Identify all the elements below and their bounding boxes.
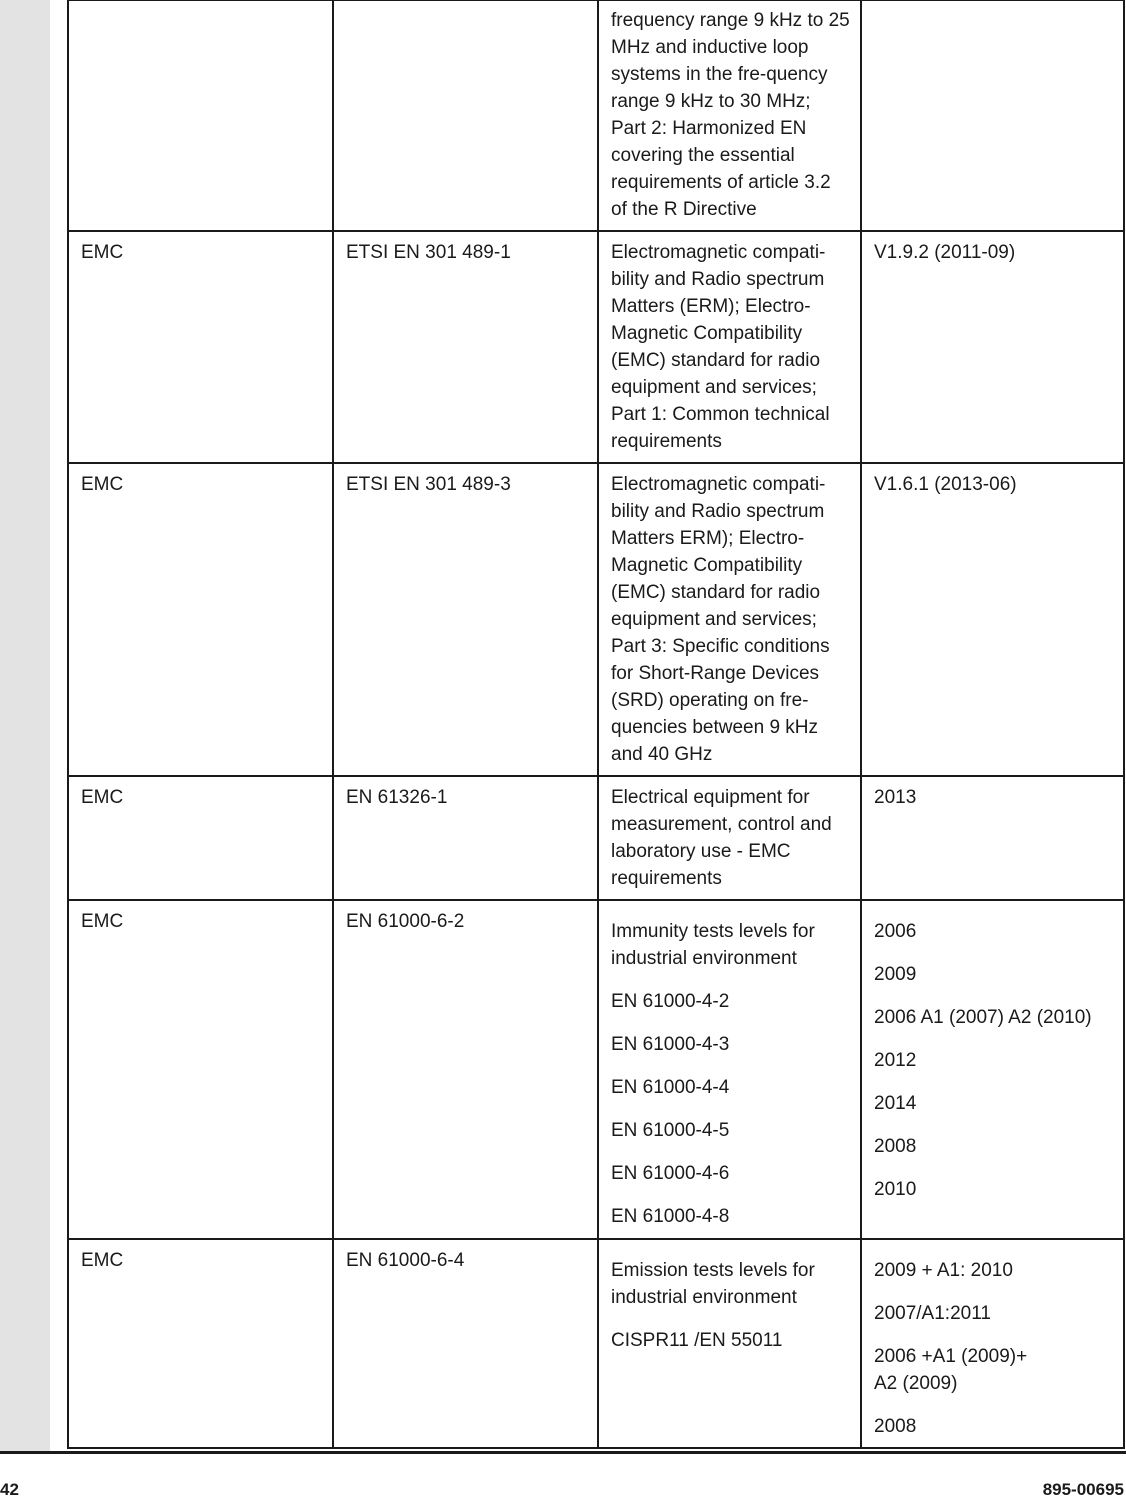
table-row <box>68 1239 1124 1448</box>
table-row <box>68 776 1124 900</box>
version-item: 2012 <box>874 1050 917 1071</box>
category-cell: EMC <box>68 776 333 900</box>
description-item: CISPR11 /EN 55011 <box>611 1330 783 1351</box>
description-item: EN 61000-4-6 <box>611 1163 730 1184</box>
version-item: 2008 <box>874 1416 917 1437</box>
standard-cell: EN 61000-6-4 <box>333 1239 598 1448</box>
version-item: 2006 +A1 (2009)+ A2 (2009) <box>874 1346 1028 1394</box>
page-margin-strip <box>0 0 50 1453</box>
standard-cell: EN 61326-1 <box>333 776 598 900</box>
description-cell: Electromagnetic compati-bility and Radio spectrum Matters ERM); Electro-Magnetic Compatibility (EMC) standard for radio equipment and services; Part 3: Specific conditions for Short-Range Devices (SRD) operating on fre-quencies between 9 kHz and 40 GHz <box>598 463 861 776</box>
document-number: 895-00695 <box>1042 1480 1124 1499</box>
standard-cell: ETSI EN 301 489-3 <box>333 463 598 776</box>
description-cell <box>598 1239 861 1448</box>
description-cell: frequency range 9 kHz to 25 MHz and inductive loop systems in the fre-quency range 9 kHz to 30 MHz; Part 2: Harmonized EN covering the essential requirements of article 3.2 of the R Directive <box>598 1 861 232</box>
table-row <box>68 1 1124 232</box>
version-cell <box>861 1239 1124 1448</box>
description-cell <box>598 900 861 1239</box>
table-row <box>68 463 1124 776</box>
version-cell <box>861 900 1124 1239</box>
description-item: EN 61000-4-5 <box>611 1120 730 1141</box>
standard-cell: ETSI EN 301 489-1 <box>333 231 598 463</box>
version-cell: 2013 <box>861 776 1124 900</box>
description-item: EN 61000-4-3 <box>611 1034 730 1055</box>
category-cell: EMC <box>68 463 333 776</box>
standard-cell: EN 61000-6-2 <box>333 900 598 1239</box>
version-item: 2010 <box>874 1179 917 1200</box>
standard-cell <box>333 1 598 232</box>
version-item: 2009 <box>874 964 917 985</box>
version-item: 2007/A1:2011 <box>874 1303 991 1324</box>
table-row <box>68 900 1124 1239</box>
category-cell <box>68 1 333 232</box>
page-number: 42 <box>0 1480 19 1499</box>
category-cell: EMC <box>68 231 333 463</box>
description-item: Emission tests levels for industrial environment <box>611 1260 815 1308</box>
description-item: EN 61000-4-4 <box>611 1077 730 1098</box>
version-cell <box>861 1 1124 232</box>
standards-table <box>67 0 1125 1449</box>
version-item: 2008 <box>874 1136 917 1157</box>
table-row <box>68 231 1124 463</box>
footer-rule <box>0 1451 1126 1454</box>
version-item: 2006 A1 (2007) A2 (2010) <box>874 1007 1092 1028</box>
version-item: 2014 <box>874 1093 917 1114</box>
version-cell: V1.6.1 (2013-06) <box>861 463 1124 776</box>
version-cell: V1.9.2 (2011-09) <box>861 231 1124 463</box>
version-item: 2006 <box>874 921 917 942</box>
description-item: EN 61000-4-2 <box>611 991 730 1012</box>
description-item: EN 61000-4-8 <box>611 1206 730 1227</box>
description-cell: Electromagnetic compati-bility and Radio spectrum Matters (ERM); Electro-Magnetic Compatibility (EMC) standard for radio equipment and services; Part 1: Common technical requirements <box>598 231 861 463</box>
description-item: Immunity tests levels for industrial environment <box>611 921 815 969</box>
category-cell: EMC <box>68 1239 333 1448</box>
category-cell: EMC <box>68 900 333 1239</box>
version-item: 2009 + A1: 2010 <box>874 1260 1013 1281</box>
description-cell: Electrical equipment for measurement, control and laboratory use - EMC requirements <box>598 776 861 900</box>
